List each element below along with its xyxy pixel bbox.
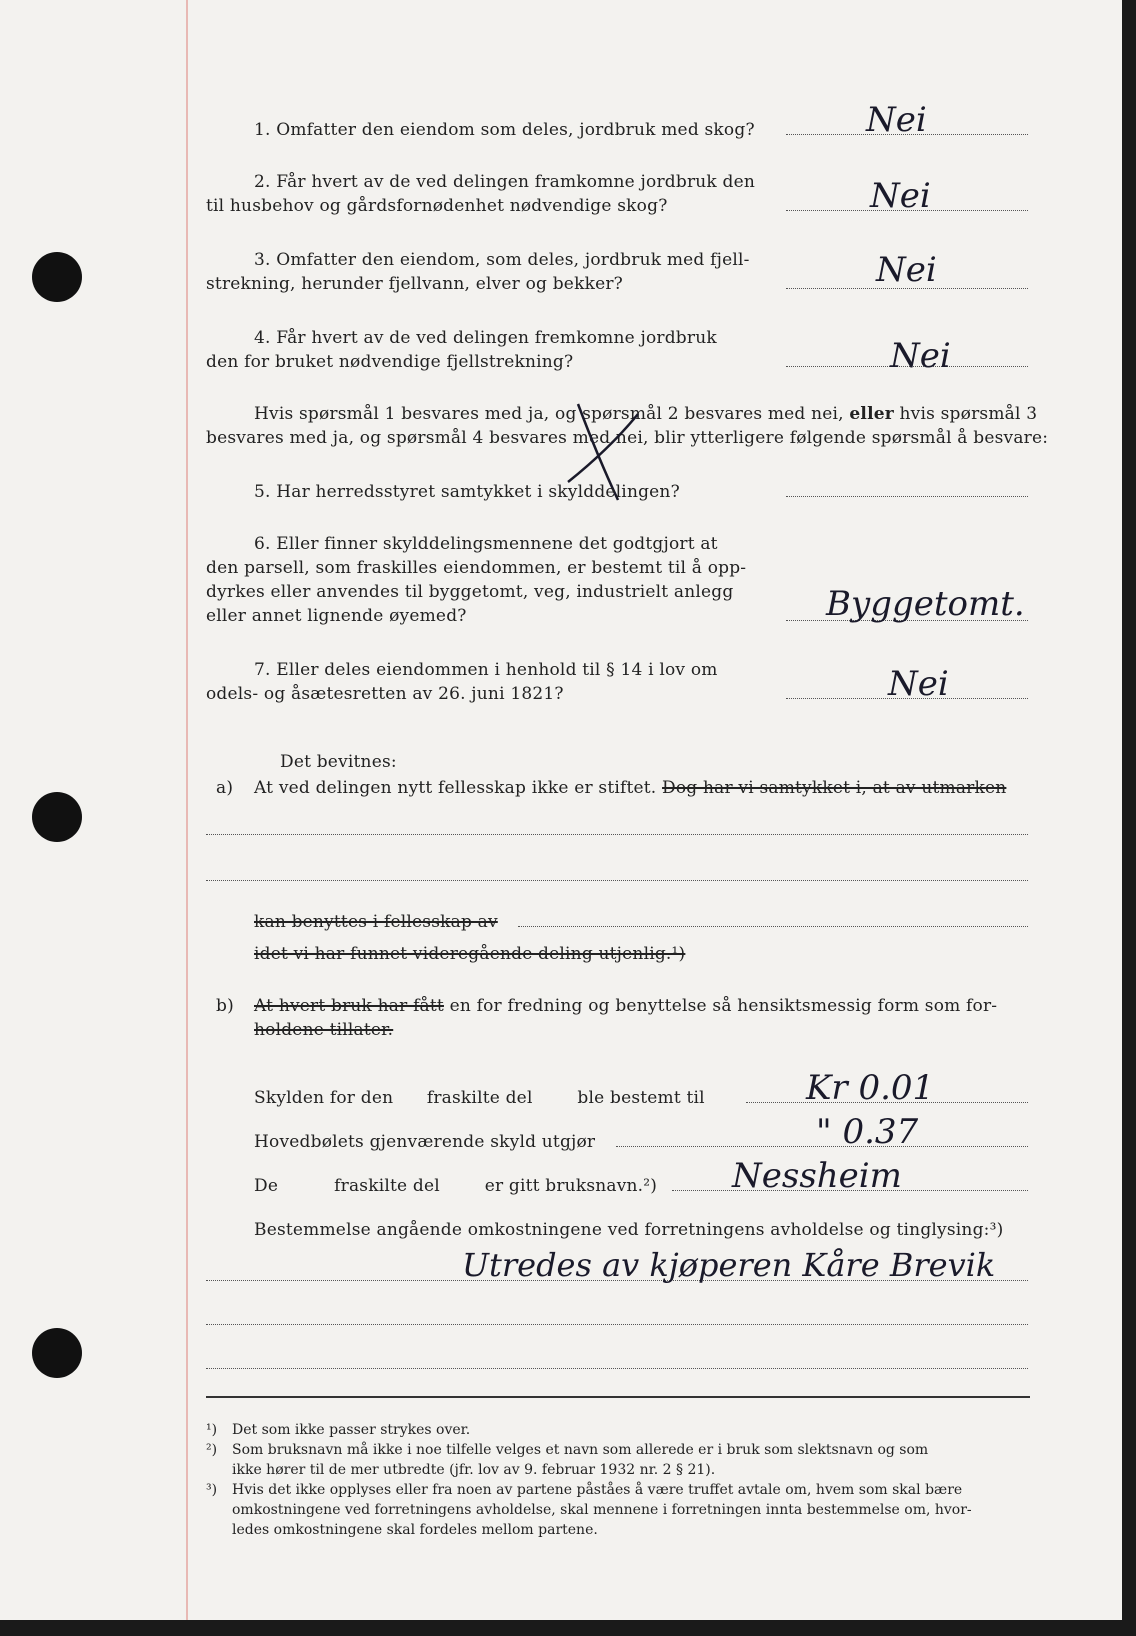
footnote-separator (206, 1396, 1030, 1398)
conditional-text-line-2: besvares med ja, og spørsmål 4 besvares med nei, blir ytterligere følgende spørsmål å besvare: (206, 428, 1049, 448)
question-3-line-2: strekning, herunder fjellvann, elver og bekker? (206, 274, 623, 294)
footnote-1-line-1: Det som ikke passer strykes over. (232, 1422, 471, 1438)
blank-line (518, 926, 1028, 927)
question-4-line-2: den for bruket nødvendige fjellstrekning? (206, 352, 574, 372)
footnote-3-line-2: omkostningene ved forretningens avholdelse, skal mennene i forretningen innta bestemmelse om, hvor- (232, 1502, 972, 1518)
footnote-3-line-1: Hvis det ikke opplyses eller fra noen av partene påståes å være truffet avtale om, hvem som skal bære (232, 1482, 963, 1498)
omkostning-line: Bestemmelse angående omkostningene ved forretningens avholdelse og tinglysing:³) (254, 1220, 1004, 1240)
bruksnavn-line: De fraskilte del er gitt bruksnavn.²) (254, 1176, 658, 1196)
question-7-line-2: odels- og åsætesretten av 26. juni 1821? (206, 684, 564, 704)
question-1: 1. Omfatter den eiendom som deles, jordbruk med skog? (254, 120, 755, 140)
blank-line (206, 1324, 1028, 1325)
bevitnes-b-text-2: holdene tillater. (254, 1020, 394, 1040)
blank-line (206, 1368, 1028, 1369)
idet-text: idet vi har funnet videregående deling utjenlig.¹) (254, 944, 686, 964)
question-6-line-2: den parsell, som fraskilles eiendommen, er bestemt til å opp- (206, 558, 747, 578)
punch-hole (32, 252, 82, 302)
margin-line (186, 0, 188, 1620)
kan-benyttes-text: kan benyttes i fellesskap av (254, 912, 498, 932)
blank-line (206, 834, 1028, 835)
omkostning-answer: Utredes av kjøperen Kåre Brevik (462, 1246, 996, 1284)
bevitnes-a-text: At ved delingen nytt fellesskap ikke er stiftet. Dog har vi samtykket i, at av utmarken (254, 778, 1007, 798)
answer-line (786, 496, 1028, 497)
answer-4: Nei (890, 336, 951, 376)
question-6-line-4: eller annet lignende øyemed? (206, 606, 467, 626)
question-3-line-1: 3. Omfatter den eiendom, som deles, jordbruk med fjell- (254, 250, 750, 270)
bevitnes-a-label: a) (216, 778, 234, 798)
question-6-line-1: 6. Eller finner skylddelingsmennene det godtgjort at (254, 534, 718, 554)
answer-6: Byggetomt. (826, 584, 1025, 624)
punch-hole (32, 792, 82, 842)
question-2-line-2: til husbehov og gårdsfornødenhet nødvendige skog? (206, 196, 668, 216)
bevitnes-b-text: At hvert bruk har fått en for fredning og benyttelse så hensiktsmessig form som for- (254, 996, 998, 1016)
question-2-line-1: 2. Får hvert av de ved delingen framkomne jordbruk den (254, 172, 756, 192)
hovedbol-line: Hovedbølets gjenværende skyld utgjør (254, 1132, 596, 1152)
question-4-line-1: 4. Får hvert av de ved delingen fremkomne jordbruk (254, 328, 717, 348)
footnote-2-line-2: ikke hører til de mer utbredte (jfr. lov av 9. februar 1932 nr. 2 § 21). (232, 1462, 716, 1478)
skyld-answer: Kr 0.01 (806, 1068, 935, 1108)
hovedbol-answer: " 0.37 (816, 1112, 919, 1152)
footnote-2-mark: ²) (206, 1442, 218, 1458)
conditional-text-line-1: Hvis spørsmål 1 besvares med ja, og spørsmål 2 besvares med nei, eller hvis spørsmål 3 (254, 404, 1038, 424)
bruksnavn-answer: Nessheim (732, 1156, 902, 1196)
punch-hole (32, 1328, 82, 1378)
answer-2: Nei (870, 176, 931, 216)
blank-line (206, 880, 1028, 881)
question-5: 5. Har herredsstyret samtykket i skylddelingen? (254, 482, 680, 502)
bevitnes-b-label: b) (216, 996, 234, 1016)
answer-3: Nei (876, 250, 937, 290)
footnote-2-line-1: Som bruksnavn må ikke i noe tilfelle velges et navn som allerede er i bruk som slektsnavn og som (232, 1442, 929, 1458)
footnote-1-mark: ¹) (206, 1422, 218, 1438)
footnote-3-mark: ³) (206, 1482, 218, 1498)
answer-1: Nei (866, 100, 927, 140)
question-6-line-3: dyrkes eller anvendes til byggetomt, veg, industrielt anlegg (206, 582, 734, 602)
skyld-line: Skylden for den fraskilte del ble bestemt til (254, 1088, 705, 1108)
bevitnes-heading: Det bevitnes: (280, 752, 397, 772)
answer-7: Nei (888, 664, 949, 704)
footnote-3-line-3: ledes omkostningene skal fordeles mellom partene. (232, 1522, 598, 1538)
question-7-line-1: 7. Eller deles eiendommen i henhold til § 14 i lov om (254, 660, 718, 680)
